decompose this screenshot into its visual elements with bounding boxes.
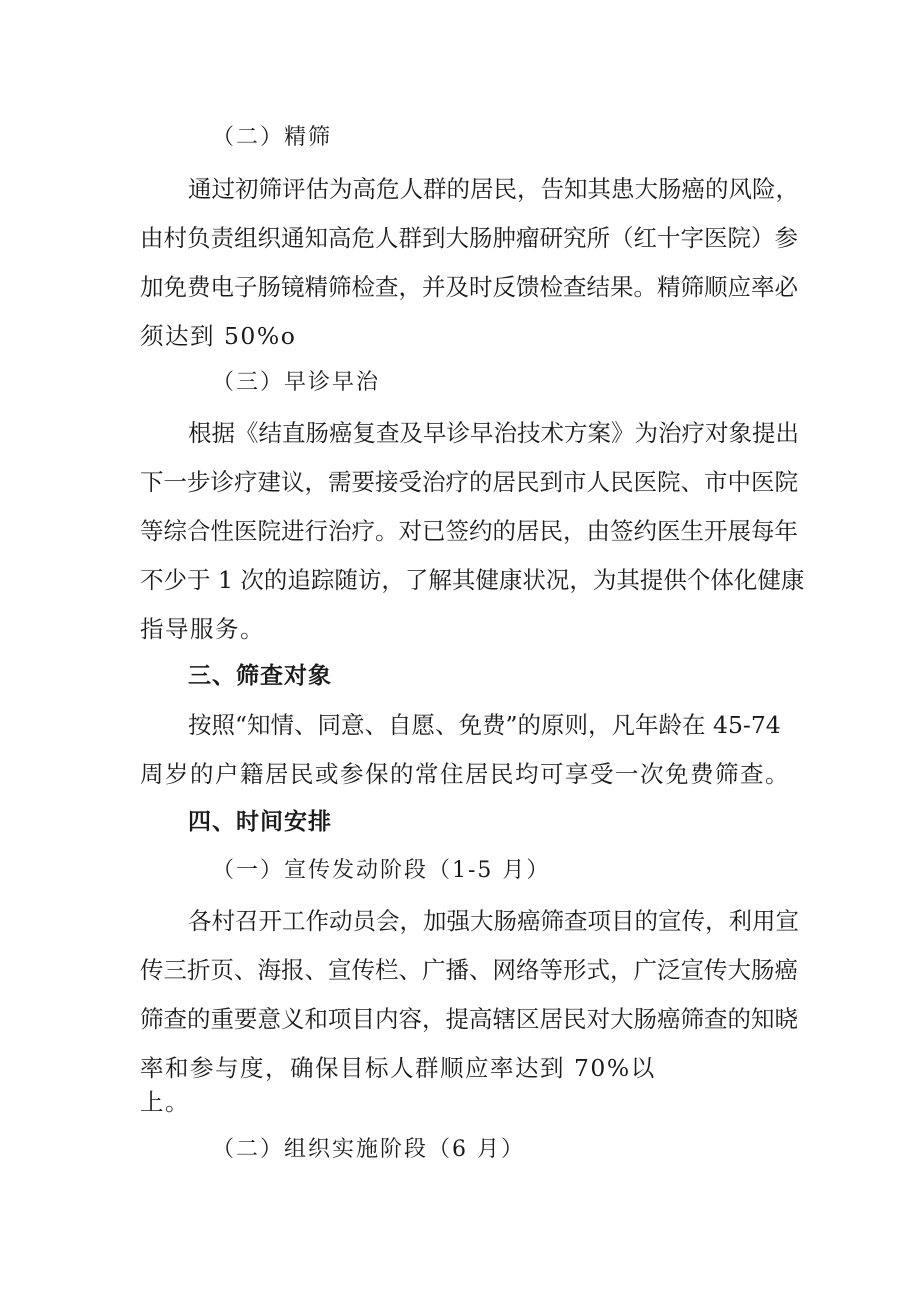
paragraph-line: 周岁的户籍居民或参保的常住居民均可享受一次免费筛查。: [140, 760, 790, 788]
section-heading-schedule: 四、时间安排: [188, 809, 332, 835]
paragraph-line: 传三折页、海报、宣传栏、广播、网络等形式，广泛宣传大肠癌: [140, 956, 798, 984]
paragraph-line: 加免费电子肠镜精筛检查，并及时反馈检查结果。精筛顺应率必: [140, 273, 798, 301]
subsection-heading-publicity: （一）宣传发动阶段（1-5 月）: [212, 858, 551, 883]
section-heading-fine-screening: （二）精筛: [212, 125, 333, 150]
paragraph-line: 上。: [140, 1088, 190, 1116]
section-heading-early-treatment: （三）早诊早治: [212, 370, 381, 395]
paragraph-line: 根据《结直肠癌复查及早诊早治技术方案》为治疗对象提出: [188, 419, 799, 447]
paragraph-line: 下一步诊疗建议，需要接受治疗的居民到市人民医院、市中医院: [140, 468, 798, 496]
paragraph-line: 按照“知情、同意、自愿、免费”的原则，凡年龄在 45-74: [188, 711, 781, 739]
paragraph-line: 各村召开工作动员会，加强大肠癌筛查项目的宣传，利用宣: [188, 907, 799, 935]
paragraph-line: 等综合性医院进行治疗。对已签约的居民，由签约医生开展每年: [140, 517, 798, 545]
paragraph-line: 通过初筛评估为高危人群的居民，告知其患大肠癌的风险，: [188, 175, 799, 203]
paragraph-line: 指导服务。: [140, 615, 265, 643]
paragraph-line: 不少于 1 次的追踪随访，了解其健康状况，为其提供个体化健康: [140, 566, 805, 594]
section-heading-screening-targets: 三、筛查对象: [188, 663, 332, 689]
paragraph-line: 须达到 50%o: [140, 322, 297, 350]
subsection-heading-implementation: （二）组织实施阶段（6 月）: [212, 1137, 525, 1162]
paragraph-line: 筛查的重要意义和项目内容，提高辖区居民对大肠癌筛查的知晓: [140, 1005, 798, 1033]
paragraph-line: 由村负责组织通知高危人群到大肠肿瘤研究所（红十字医院）参: [140, 224, 798, 252]
paragraph-line: 率和参与度，确保目标人群顺应率达到 70%以: [140, 1054, 656, 1082]
